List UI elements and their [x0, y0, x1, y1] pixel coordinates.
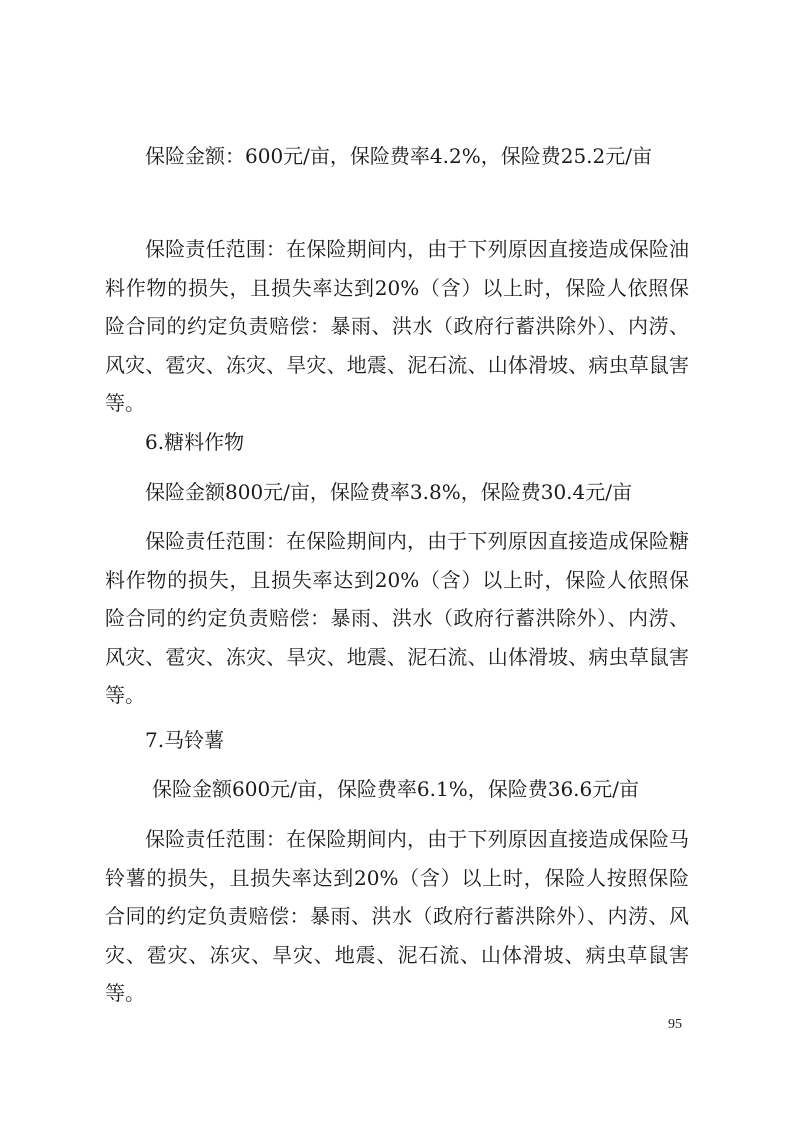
heading-potato: 7.马铃薯 [145, 728, 225, 752]
heading-sugar-crops: 6.糖料作物 [145, 430, 245, 454]
page-number: 95 [668, 1017, 682, 1032]
paragraph-oil-crop-coverage: 保险责任范围：在保险期间内，由于下列原因直接造成保险油料作物的损失，且损失率达到20%（含）以上时，保险人依照保险合同的约定负责赔偿：暴雨、洪水（政府行蓄洪除外）、内涝、风灾、雹灾、冻灾、旱灾、地震、泥石流、山体滑坡、病虫草鼠害等。 [105, 237, 689, 415]
paragraph-sugar-crop-insurance-amount: 保险金额800元/亩，保险费率3.8%，保险费30.4元/亩 [145, 480, 632, 504]
paragraph-potato-coverage: 保险责任范围：在保险期间内，由于下列原因直接造成保险马铃薯的损失，且损失率达到20%（含）以上时，保险人按照保险合同的约定负责赔偿：暴雨、洪水（政府行蓄洪除外）、内涝、风灾、雹灾、冻灾、旱灾、地震、泥石流、山体滑坡、病虫草鼠害等。 [105, 827, 689, 1005]
paragraph-potato-insurance-amount: 保险金额600元/亩，保险费率6.1%，保险费36.6元/亩 [152, 777, 639, 801]
paragraph-oil-crop-insurance-amount: 保险金额：600元/亩，保险费率4.2%，保险费25.2元/亩 [145, 144, 652, 168]
paragraph-sugar-crop-coverage: 保险责任范围：在保险期间内，由于下列原因直接造成保险糖料作物的损失，且损失率达到20%（含）以上时，保险人依照保险合同的约定负责赔偿：暴雨、洪水（政府行蓄洪除外）、内涝、风灾、雹灾、冻灾、旱灾、地震、泥石流、山体滑坡、病虫草鼠害等。 [105, 529, 689, 707]
